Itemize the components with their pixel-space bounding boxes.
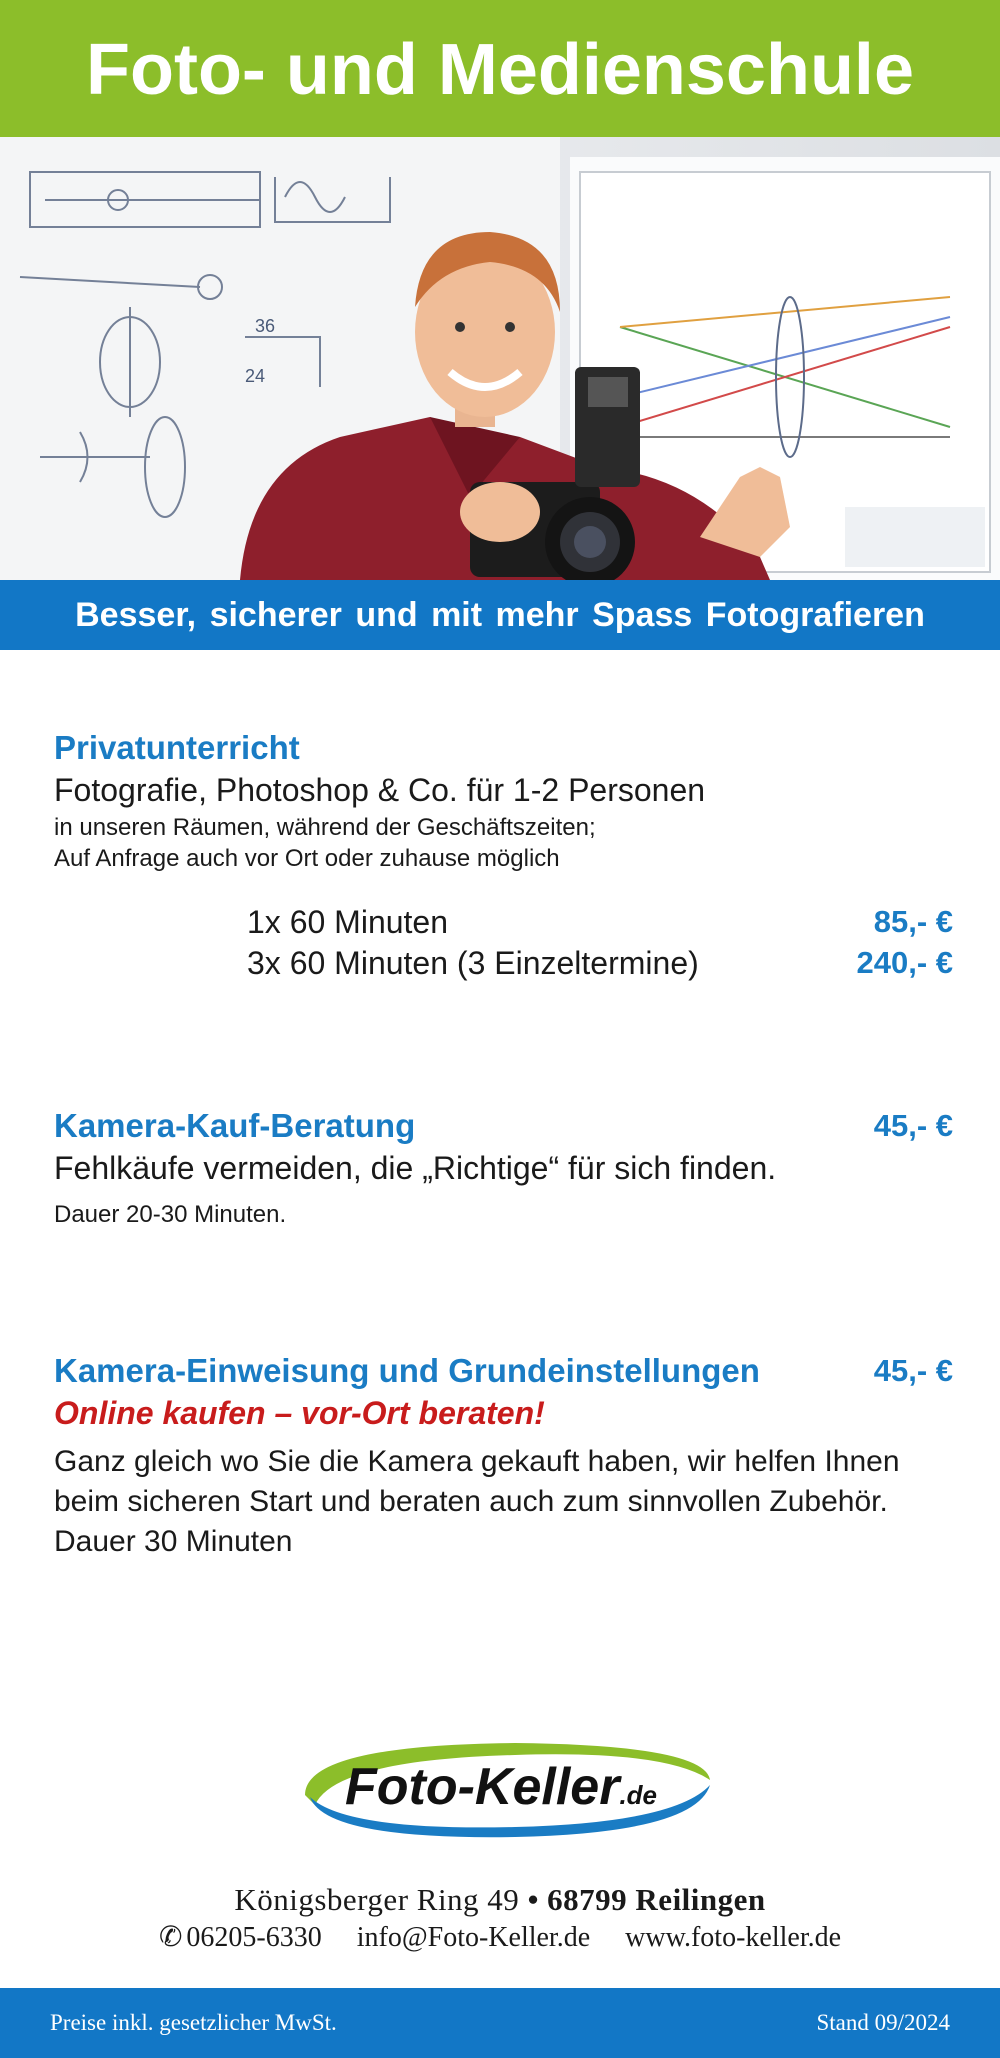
option-label: 3x 60 Minuten (3 Einzeltermine)	[247, 945, 699, 981]
logo-name: Foto-Keller	[345, 1758, 620, 1816]
address-city: 68799 Reilingen	[547, 1882, 766, 1917]
website-link[interactable]: www.foto-keller.de	[625, 1922, 842, 1953]
footer-tax-note: Preise inkl. gesetzlicher MwSt.	[50, 2010, 337, 2035]
purchase-advice-price: 45,- €	[873, 1108, 953, 1143]
foto-keller-logo	[285, 1735, 715, 1845]
private-lessons-line1: in unseren Räumen, während der Geschäftszeiten;	[54, 814, 596, 841]
header-banner	[0, 0, 1000, 137]
option-price: 85,- €	[873, 904, 953, 939]
camera-intro-duration: Dauer 30 Minuten	[54, 1525, 293, 1558]
purchase-advice-title: Kamera-Kauf-Beratung	[54, 1107, 416, 1144]
logo-suffix: .de	[619, 1780, 658, 1810]
private-lessons-title: Privatunterricht	[54, 729, 300, 766]
address-line	[0, 1880, 1000, 1920]
contact-line	[0, 1918, 1000, 1958]
hero-photo	[0, 137, 1000, 580]
svg-text:24: 24	[245, 366, 266, 386]
private-lessons-subtitle: Fotografie, Photoshop & Co. für 1-2 Personen	[54, 772, 706, 808]
footer-banner	[0, 1988, 1000, 2058]
phone-icon: ✆	[158, 1922, 183, 1953]
address-street: Königsberger Ring 49	[234, 1882, 520, 1917]
purchase-advice-duration: Dauer 20-30 Minuten.	[54, 1201, 287, 1228]
camera-intro-title: Kamera-Einweisung und Grundeinstellungen	[54, 1352, 760, 1389]
address-separator: •	[527, 1882, 539, 1917]
camera-intro-text-line1: Ganz gleich wo Sie die Kamera gekauft haben, wir helfen Ihnen	[54, 1445, 900, 1478]
option-price: 240,- €	[856, 945, 953, 980]
camera-intro-text-line2: beim sicheren Start und beraten auch zum sinnvollen Zubehör.	[54, 1485, 888, 1518]
tagline: Besser, sicherer und mit mehr Spass Fotografieren	[75, 596, 925, 634]
camera-intro-price: 45,- €	[873, 1353, 953, 1388]
private-lessons-line2: Auf Anfrage auch vor Ort oder zuhause möglich	[54, 845, 560, 872]
email-link[interactable]: info@Foto-Keller.de	[356, 1922, 591, 1953]
tagline-banner	[0, 580, 1000, 650]
option-label: 1x 60 Minuten	[247, 904, 449, 940]
phone-number[interactable]: 06205-6330	[186, 1922, 322, 1953]
footer-date: Stand 09/2024	[816, 2010, 950, 2035]
purchase-advice-subtitle: Fehlkäufe vermeiden, die „Richtige“ für sich finden.	[54, 1150, 777, 1186]
page-title: Foto- und Medienschule	[86, 30, 914, 110]
camera-intro-slogan: Online kaufen – vor-Ort beraten!	[54, 1395, 545, 1431]
svg-text:36: 36	[255, 316, 276, 336]
